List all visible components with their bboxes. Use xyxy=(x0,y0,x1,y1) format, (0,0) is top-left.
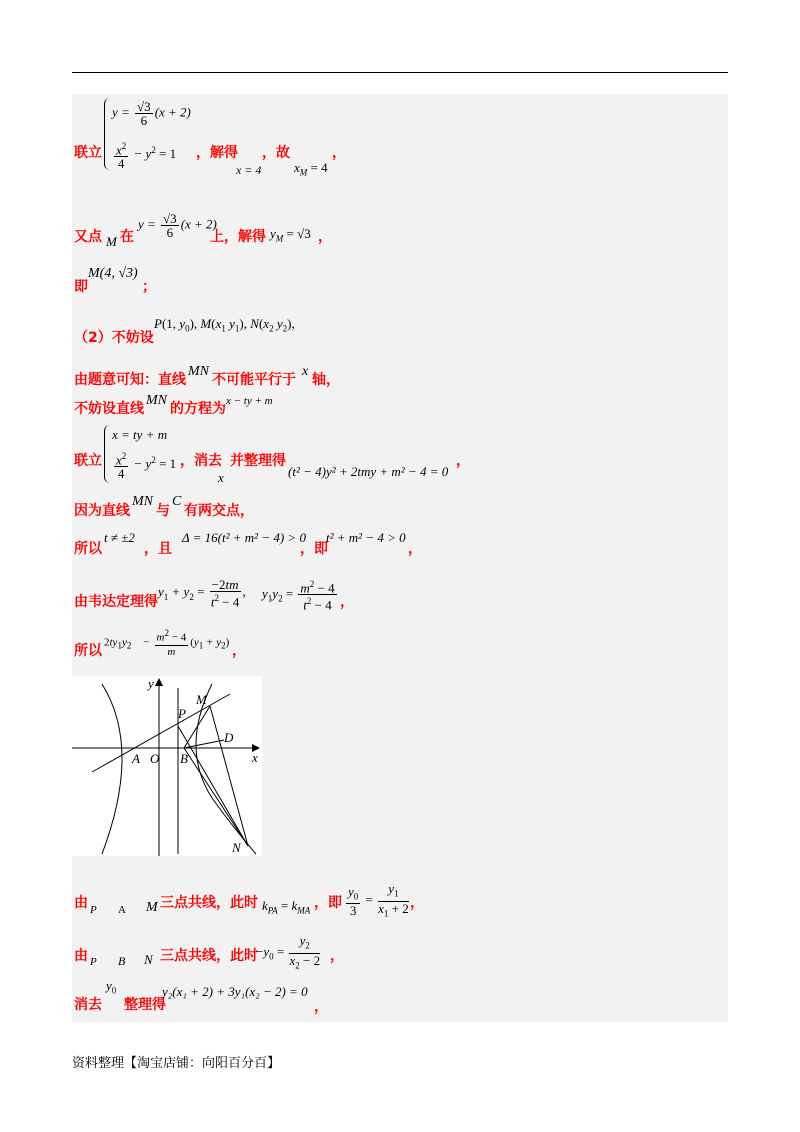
math-M-1: M xyxy=(106,234,117,249)
math-ineq: t² + m² − 4 > 0 xyxy=(326,530,406,545)
line-BN xyxy=(184,748,248,846)
math-MN-2: MN xyxy=(146,393,167,408)
line-PN xyxy=(178,726,248,846)
text-ji-3: ，即 xyxy=(314,895,342,911)
left-branch xyxy=(102,684,122,854)
math-t-ne: t ≠ ±2 xyxy=(104,530,135,545)
math-elimination: y₂(x₁ + 2) + 3y₁(x₂ − 2) = 0 xyxy=(162,984,308,999)
text-lianli-1: 联立 xyxy=(74,145,102,161)
text-comma-10: ， xyxy=(340,594,354,610)
system2-eq1: x = ty + m xyxy=(112,427,168,442)
text-comma-13: ， xyxy=(330,948,344,964)
text-comma-12: ， xyxy=(410,895,424,911)
label-x: x xyxy=(252,750,258,765)
text-fangcheng: 的方程为 xyxy=(170,401,226,417)
math-xM-eq-4: $x_M = 4$ xyxy=(294,160,328,178)
text-comma-7: ， xyxy=(456,453,470,469)
text-zhou: 轴， xyxy=(312,372,340,388)
label-O: O xyxy=(150,751,160,766)
math-MN-1: MN xyxy=(188,364,209,379)
text-comma-2: ， xyxy=(318,229,332,245)
text-xiaoqu: ，消去 xyxy=(180,453,222,469)
math-P-1: P xyxy=(90,904,97,916)
right-branch xyxy=(196,684,256,854)
math-vieta-product: $y_1y_2$ = $\frac{m^2 - 4}{t^2 - 4}$ xyxy=(262,579,335,613)
line-BD xyxy=(184,740,224,748)
math-line-MN: x − ty + m xyxy=(226,395,273,407)
label-y: y xyxy=(148,676,154,691)
text-you-2: 由 xyxy=(74,948,88,964)
math-yM: $y_M = √3$ xyxy=(270,226,311,244)
hyperbola-figure xyxy=(72,676,262,856)
text-gongxian-2: 三点共线，此时 xyxy=(160,948,258,964)
text-yu: 与 xyxy=(156,503,170,519)
math-vieta-sum: $y_1 + y_2$ = $\frac{-2tm}{t^2 - 4}$ , xyxy=(158,577,246,610)
system1-eq1: y = $\frac{√3}{6}$ (x + 2) xyxy=(112,99,191,128)
label-P: P xyxy=(178,706,186,721)
text-qie: ，且 xyxy=(144,541,172,557)
math-x-axis: x xyxy=(302,364,309,379)
text-you-1: 由 xyxy=(74,895,88,911)
text-zhengli-2: 整理得 xyxy=(124,997,166,1013)
math-P-2: P xyxy=(90,956,97,968)
system2-eq2: $\frac{x^2}{4}$ − $y^2 = 1$ xyxy=(116,451,177,482)
math-A: A xyxy=(118,904,126,916)
line-MN xyxy=(210,706,248,846)
text-suoyi-2: 所以 xyxy=(74,643,102,659)
label-N: N xyxy=(232,840,241,855)
text-jiede-1: ，解得 xyxy=(196,145,238,161)
math-MN-3: MN xyxy=(132,494,153,509)
text-tiyi: 由题意可知：直线 xyxy=(74,372,186,388)
text-shang-jiede: 上，解得 xyxy=(210,229,266,245)
system-brace-2 xyxy=(104,425,110,483)
math-ratio-1: $\frac{y_0}{3}$ = $\frac{y_1}{x_1 + 2}$ xyxy=(348,881,409,919)
math-y0: $y_0$ xyxy=(106,978,117,996)
text-semicolon: ； xyxy=(142,279,156,295)
footer-source: 资料整理【淘宝店铺：向阳百分百】 xyxy=(72,1056,281,1071)
y-axis-arrow xyxy=(155,678,163,686)
text-ji-1: 即 xyxy=(74,279,88,295)
text-comma-9: ， xyxy=(408,541,422,557)
math-delta: Δ = 16(t² + m² − 4) > 0 xyxy=(182,530,306,545)
text-youdian: 又点 xyxy=(74,229,102,245)
text-yinwei: 因为直线 xyxy=(74,503,130,519)
text-liangjiaodian: 有两交点， xyxy=(184,503,254,519)
math-slope-eq: $k_{PA} = k_{MA}$ xyxy=(262,898,311,916)
math-C: C xyxy=(172,494,182,509)
text-bukeneng: 不可能平行于 xyxy=(212,372,296,388)
text-ji-2: ，即 xyxy=(300,541,328,557)
label-B: B xyxy=(180,751,188,766)
text-zhengli: 并整理得 xyxy=(230,453,286,469)
math-x-eq-4: x = 4 xyxy=(236,163,262,177)
math-M-point: M(4, √3) xyxy=(88,266,138,281)
label-A: A xyxy=(132,751,140,766)
text-comma-1: ， xyxy=(332,145,346,161)
math-line-l: y = $\frac{√3}{6}$ (x + 2) xyxy=(138,211,217,240)
text-part2: （2）不妨设 xyxy=(74,330,154,346)
text-bufangshe: 不妨设直线 xyxy=(74,401,144,417)
header-rule xyxy=(72,72,728,73)
math-quadratic: (t² − 4)y² + 2tmy + m² − 4 = 0 xyxy=(288,464,449,479)
text-comma-14: ， xyxy=(314,999,328,1015)
text-comma-11: ， xyxy=(232,643,246,659)
text-lianli-2: 联立 xyxy=(74,453,102,469)
math-B: B xyxy=(118,954,126,968)
math-ratio-2: $-y_0$ = $\frac{y_2}{x_2 - 2}$ xyxy=(256,933,321,971)
math-M-2: M xyxy=(146,900,158,915)
math-points-PMN: P(1, $y_0$), $M(x_1$ $y_1$), $N(x_2$ $y_2$), xyxy=(154,316,295,334)
system1-eq2: $\frac{x^2}{4}$ − $y^2 = 1$ xyxy=(116,141,177,172)
text-zai: 在 xyxy=(120,229,134,245)
label-M: M xyxy=(196,692,207,707)
text-suoyi-1: 所以 xyxy=(74,541,102,557)
text-weida: 由韦达定理得 xyxy=(74,594,158,610)
system-brace-1 xyxy=(104,98,110,170)
text-gongxian-1: 三点共线，此时 xyxy=(160,895,258,911)
text-xiaoqu-2: 消去 xyxy=(74,997,102,1013)
text-gu: ，故 xyxy=(262,145,290,161)
math-x-elim: x xyxy=(218,470,224,485)
math-relation: $2ty_1y_2$ − $\frac{m^2 - 4}{m}$ $(y_1 + y_2)$ xyxy=(104,628,230,658)
label-D: D xyxy=(224,730,234,745)
math-N: N xyxy=(144,952,153,967)
